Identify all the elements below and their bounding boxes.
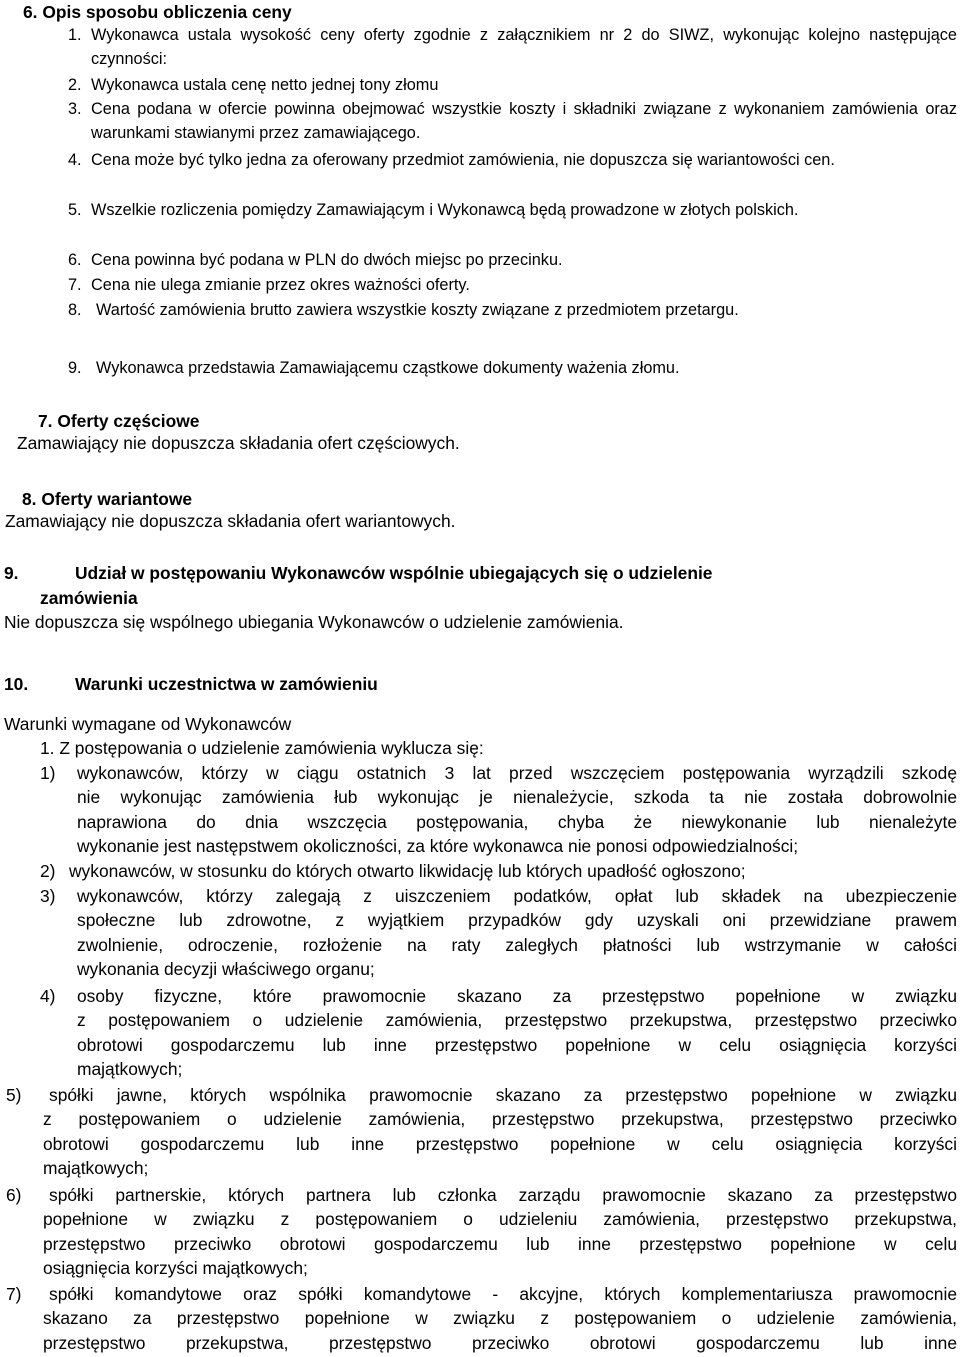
section-8-heading: 8. Oferty wariantowe — [22, 489, 193, 509]
text-line: naprawiona do dnia wszczęcia postępowania, chyba że niewykonanie lub nienależyte — [77, 811, 957, 832]
list-item-text: Cena podana w ofercie powinna obejmować wszystkie koszty i składniki związane z wykonaniem zamówienia oraz warunkami stawianymi przez zamawiającego. — [91, 100, 957, 143]
text-line: wykonanie jest następstwem okoliczności, za które wykonawca nie ponosi odpowiedzialności; — [77, 836, 799, 857]
exclusion-item-number: 5) — [6, 1085, 22, 1105]
exclusion-item-number: 6) — [6, 1185, 22, 1205]
list-item-text: Cena powinna być podana w PLN do dwóch miejsc po przecinku. — [91, 251, 563, 269]
text-line: popełnione w związku z postępowaniem o udzieleniu zamówienia, przestępstwo przekupstwa, — [43, 1209, 957, 1230]
section-9-heading-continued: zamówienia — [40, 588, 138, 608]
text-line: z postępowaniem o udzielenie zamówienia, przestępstwo przekupstwa, przestępstwo przeciwko — [43, 1109, 957, 1130]
section-9-heading: Udział w postępowaniu Wykonawców wspólnie ubiegających się o udzielenie — [75, 563, 713, 583]
list-item-number: 2. — [68, 76, 82, 94]
section-9-body: Nie dopuszcza się wspólnego ubiegania Wykonawców o udzielenie zamówienia. — [4, 612, 624, 632]
text-line: osiągnięcia korzyści majątkowych; — [43, 1258, 308, 1279]
list-item-number: 1. — [68, 26, 82, 44]
text-line: przestępstwo przeciwko obrotowi gospodarczemu lub inne przestępstwo popełnione w celu — [43, 1233, 957, 1254]
exclusion-item-number: 3) — [40, 886, 56, 906]
exclusion-item-number: 2) — [40, 861, 56, 881]
exclusion-item-number: 4) — [40, 986, 56, 1006]
list-item-number: 6. — [68, 251, 82, 269]
text-line: osoby fizyczne, które prawomocnie skazano za przestępstwo popełnione w związku — [77, 986, 957, 1006]
exclusion-item-number: 1) — [40, 763, 56, 783]
exclusion-item-text — [43, 1083, 957, 1180]
exclusion-item-text — [69, 859, 957, 883]
text-line: z postępowaniem o udzielenie zamówienia, przestępstwo przekupstwa, przestępstwo przeciwko — [77, 1010, 957, 1031]
exclusion-item-text — [77, 884, 957, 981]
list-item-text: Wartość zamówienia brutto zawiera wszystkie koszty związane z przedmiotem przetargu. — [96, 301, 739, 319]
exclusion-item-text — [43, 1183, 957, 1280]
text-line: wykonawców, w stosunku do których otwarto likwidację lub których upadłość ogłoszono; — [69, 861, 746, 881]
text-line: społeczne lub zdrowotne, z wyjątkiem przypadków gdy uzyskali oni przewidziane prawem — [77, 910, 957, 931]
list-item-text: Cena może być tylko jedna za oferowany przedmiot zamówienia, nie dopuszcza się wariantowości cen. — [91, 151, 835, 169]
list-item-number: 8. — [68, 301, 82, 319]
list-item-number: 7. — [68, 276, 82, 294]
exclusion-item-number: 7) — [6, 1284, 22, 1304]
section-8-body: Zamawiający nie dopuszcza składania ofert wariantowych. — [5, 511, 456, 531]
text-line: obrotowi gospodarczemu lub inne przestępstwo popełnione w celu osiągnięcia korzyści — [43, 1133, 957, 1154]
exclusion-item-text — [77, 984, 957, 1081]
text-line: majątkowych; — [77, 1059, 183, 1080]
text-line: spółki jawne, których wspólnika prawomocnie skazano za przestępstwo popełnione w związku — [49, 1085, 957, 1105]
list-item-number: 9. — [68, 359, 82, 377]
text-line: wykonania decyzji właściwego organu; — [77, 959, 375, 980]
text-line: przestępstwo przekupstwa, przestępstwo przeciwko obrotowi gospodarczemu lub inne — [43, 1332, 957, 1353]
text-line: spółki komandytowe oraz spółki komandytowe - akcyjne, których komplementariusza prawomocnie — [49, 1284, 957, 1304]
section-10-heading: Warunki uczestnictwa w zamówieniu — [75, 674, 378, 694]
list-item-text: Cena nie ulega zmianie przez okres ważności oferty. — [91, 276, 470, 294]
text-line: skazano za przestępstwo popełnione w związku z postępowaniem o udzielenie zamówienia, — [43, 1308, 957, 1329]
list-item-number: 5. — [68, 201, 82, 219]
list-item-text: Wykonawca przedstawia Zamawiającemu cząstkowe dokumenty ważenia złomu. — [96, 359, 680, 377]
list-item-number: 3. — [68, 100, 82, 118]
section-10-intro: Warunki wymagane od Wykonawców — [4, 714, 292, 734]
text-line: obrotowi gospodarczemu lub inne przestępstwo popełnione w celu osiągnięcia korzyści — [77, 1034, 957, 1055]
text-line: spółki partnerskie, których partnera lub członka zarządu prawomocnie skazano za przestępstwo — [49, 1185, 957, 1205]
exclusion-item-text — [43, 1282, 957, 1355]
text-line: wykonawców, którzy zalegają z uiszczeniem podatków, opłat lub składek na ubezpieczenie — [77, 886, 957, 906]
list-item-number: 4. — [68, 151, 82, 169]
text-line: zwolnienie, odroczenie, rozłożenie na raty zaległych płatności lub wstrzymanie w całości — [77, 934, 957, 955]
section-9-number: 9. — [4, 563, 19, 583]
list-item-text: Wykonawca ustala wysokość ceny oferty zgodnie z załącznikiem nr 2 do SIWZ, wykonując kolejno następujące czynności: — [91, 26, 957, 69]
text-line: nie wykonując zamówienia łub wykonując je nienależycie, szkoda ta nie została dobrowolnie — [77, 787, 957, 808]
list-item-text: Wszelkie rozliczenia pomiędzy Zamawiającym i Wykonawcą będą prowadzone w złotych polskich. — [91, 201, 799, 219]
text-line: majątkowych; — [43, 1158, 149, 1179]
section-10-point-1: 1. Z postępowania o udzielenie zamówienia wyklucza się: — [40, 738, 484, 758]
text-line: wykonawców, którzy w ciągu ostatnich 3 lat przed wszczęciem postępowania wyrządzili szkodę — [77, 763, 957, 783]
section-7-body: Zamawiający nie dopuszcza składania ofert częściowych. — [17, 433, 460, 453]
section-6-heading: 6. Opis sposobu obliczenia ceny — [23, 2, 292, 22]
exclusion-item-text — [77, 761, 957, 858]
section-10-number: 10. — [4, 674, 29, 694]
section-7-heading: 7. Oferty częściowe — [38, 411, 200, 431]
list-item-text: Wykonawca ustala cenę netto jednej tony złomu — [91, 76, 439, 94]
